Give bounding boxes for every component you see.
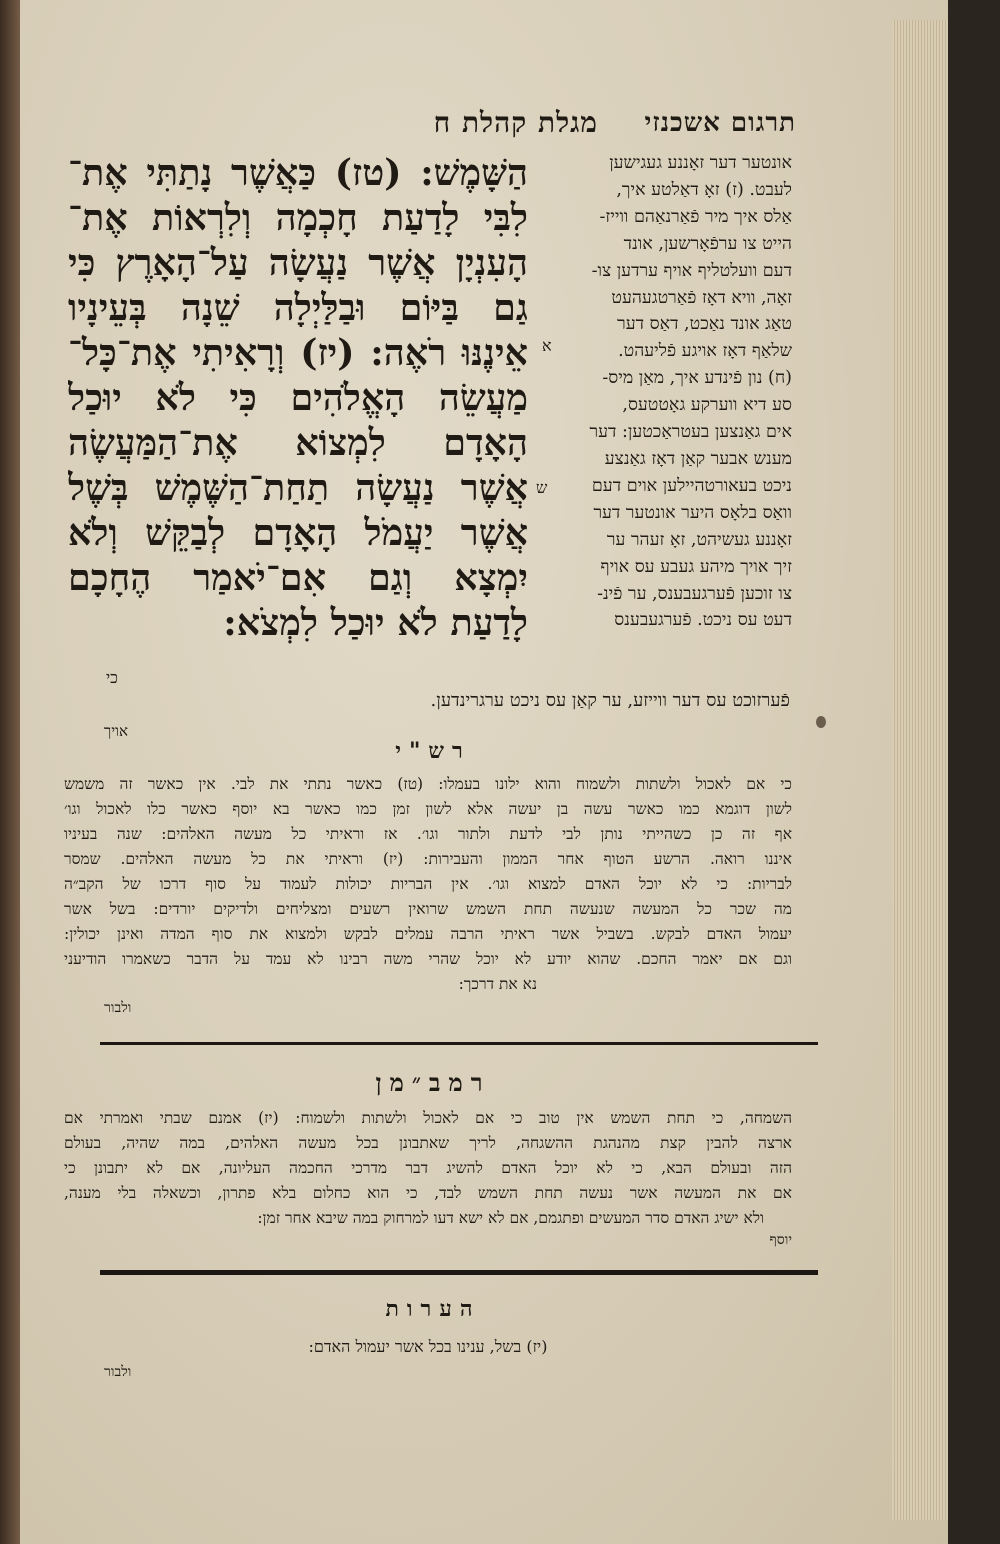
targum-line: (ח) נון פֿינדע איך, מאַן מיס- (602, 368, 792, 389)
catchword: אויך (103, 722, 128, 740)
margin-mark: א (542, 336, 552, 355)
rashi-line: לבריות: כי לא יוכל האדם למצוא וגו׳. אין הבריות יכולות לעמוד על סוף דרכו של הקב״ה (64, 875, 792, 893)
ramban-commentary (64, 1106, 792, 1231)
rashi-title: רש"י (395, 738, 471, 764)
hebrew-line: גַם בַּיּוֹם וּבַלַּיְלָה שֵׁנָה בְּעֵינָיו (68, 286, 528, 329)
targum-line: דעם וועלטליף אויף ערדען צו- (591, 260, 792, 281)
targum-continuation: פֿערזוכט עס דער ווייזע, ער קאַן עס ניכט ערגרינדען. (430, 690, 790, 711)
hebrew-line: הָעִנְיָן אֲשֶׁר נַעֲשָׂה עַל־הָאָרֶץ כִּי (68, 241, 528, 284)
header-book-title: מגלת קהלת ח (433, 106, 598, 139)
hebrew-text-column (68, 150, 528, 645)
ink-spot (816, 716, 826, 728)
targum-column (537, 150, 792, 634)
targum-line: לעבט. (ז) זאָ דאַלטע איך, (616, 179, 792, 200)
ramban-line: הזה ובעולם הבא, כי לא יוכל האדם להשיג דבר מדרכי החכמה העליונה, אם לא יתבונן כי (64, 1159, 792, 1177)
catchword: כי (105, 668, 118, 687)
catchword: ולבור (104, 1000, 132, 1016)
margin-mark: ש (536, 478, 548, 497)
targum-line: זאָה, וויא דאָז פֿאַרטגעהעט (611, 287, 792, 308)
ramban-title: רמב״מן (375, 1068, 491, 1097)
hebrew-line: לָדַעַת לֹא יוּכַל לִמְצֹא: (223, 601, 528, 644)
targum-line: זיך אויך מיהע געבע עס אויף (600, 556, 792, 577)
rashi-line: יעמול האדם לבקש. בשביל אשר ראיתי הרבה עמלים לבקש ולמצוא את סוף המדה ואינן יכולין: (64, 925, 792, 943)
targum-line: ניכט בעאורטהיילען אוים דעם (591, 475, 792, 496)
targum-line: סע דיא ווערקע גאָטטעס, (622, 395, 792, 416)
rashi-line: כי אם לאכול ולשתות ולשמוח והוא ילונו בעמלו: (טז) כאשר נתתי את לבי. אין כאשר זה משמש (64, 775, 792, 793)
ramban-line: ולא ישיג האדם סדר המעשים ופתגמם, אם לא ישא דעו למרחוק במה שיבא אחר זמן: (257, 1209, 764, 1227)
targum-line: שלאַף דאָז אויגע פֿליעהט. (618, 341, 792, 362)
targum-line: זאָננע געשיהט, זאָ זעהר ער (606, 529, 792, 550)
hebrew-line: הַשָּׁמֶשׁ: (טז) כַּאֲשֶׁר נָתַתִּי אֶת־ (68, 151, 528, 194)
rashi-line: מה שכר כל המעשה שנעשה תחת השמש שרואין רשעים ומצליחים ולדיקים יורדים: בשל אשר (64, 900, 792, 918)
targum-line: צו זוכען פֿערגעבענס, ער פֿינ- (597, 583, 792, 604)
targum-line: אים גאַנצען בעטראַכטען: דער (589, 422, 792, 443)
ramban-line: השמחה, כי תחת השמש אין טוב כי אם לאכול ולשתות ולשמוח: (יז) אמנם שבתי ואמרתי אם (64, 1109, 792, 1127)
catchword: ולבור (104, 1364, 132, 1380)
section-divider (100, 1270, 818, 1275)
targum-line: אונטער דער זאָננע געגישען (609, 153, 792, 173)
hebrew-line: אֲשֶׁר נַעֲשָׂה תַחַת־הַשֶּׁמֶשׁ בְּשֶׁל (68, 466, 528, 509)
ramban-line: ארצה להבין קצת מהנהגת ההשגחה, לריך שאתבונן בכל מעשה האלהים, במה שהיה, בעולם (64, 1134, 792, 1152)
rashi-line: נא את דרכך: (458, 975, 537, 993)
hebrew-line: יִמְצָא וְגַם אִם־יֹאמַר הֶחָכָם (68, 556, 528, 599)
targum-line: טאַג אונד נאַכט, דאַס דער (617, 314, 792, 335)
hebrew-line: לִבִּי לָדַעַת חָכְמָה וְלִרְאוֹת אֶת־ (68, 196, 528, 239)
hebrew-line: מַעֲשֵׂה הָאֱלֹהִים כִּי לֹא יוּכַל (68, 376, 528, 419)
ramban-line: אם את המעשה אשר נעשה תחת השמש לבד, כי הוא כחלום בלא פתרון, וכשאלה בלי מענה, (64, 1184, 792, 1202)
section-divider (100, 1042, 818, 1045)
hebrew-line: אֵינֶנּוּ רֹאֶה: (יז) וְרָאִיתִי אֶת־כָּל־ (68, 331, 528, 374)
hebrew-line: אֲשֶׁר יַעֲמֹל הָאָדָם לְבַקֵּשׁ וְלֹא (68, 511, 528, 554)
targum-line: אַלס איך מיר פֿאַרנאַהם ווייז- (599, 206, 792, 227)
rashi-line: איננו רואה. הרשע הטוף אחר הממון והעבירות: (יז) וראיתי את כל מעשה האלהים. שמסר (64, 850, 792, 868)
rashi-line: וגם אם יאמר החכם. שהוא יודע לא יוכל שהרי משה רבינו לא עמד על הדבר כשאמרו הודיעני (64, 950, 792, 968)
page-edges (892, 20, 948, 1520)
rashi-commentary (64, 772, 792, 997)
targum-line: וואַס בלאָס היער אונטער דער (593, 502, 792, 523)
targum-line: הייט צו ערפֿאָרשען, אונד (623, 233, 792, 254)
rashi-line: אף זה כן כשהייתי נותן לבי לדעת ולתור וגו׳. אז וראיתי כל מעשה האלהים: שנה בעיניו (64, 825, 792, 843)
targum-line: מענש אבער קאַן דאָז גאַנצע (604, 448, 792, 469)
book-page (20, 0, 948, 1544)
notes-title: הערות (385, 1296, 481, 1322)
catchword: יוסף (769, 1232, 792, 1248)
rashi-line: לשון דוגמא כמו כאשר עשה בן יעשה אלא לשון זמן כמו כאשר בא יוסף כאשר כלו לאכול וגו׳ (64, 800, 792, 818)
hebrew-line: הָאָדָם לִמְצוֹא אֶת־הַמַּעֲשֶׂה (68, 421, 528, 464)
notes-line: (יז) בשל, ענינו בכל אשר יעמול האדם: (308, 1337, 548, 1356)
header-targum-title: תרגום אשכנזי (644, 108, 796, 138)
targum-line: דעט עס ניכט. פֿערגעבענס (614, 610, 792, 631)
